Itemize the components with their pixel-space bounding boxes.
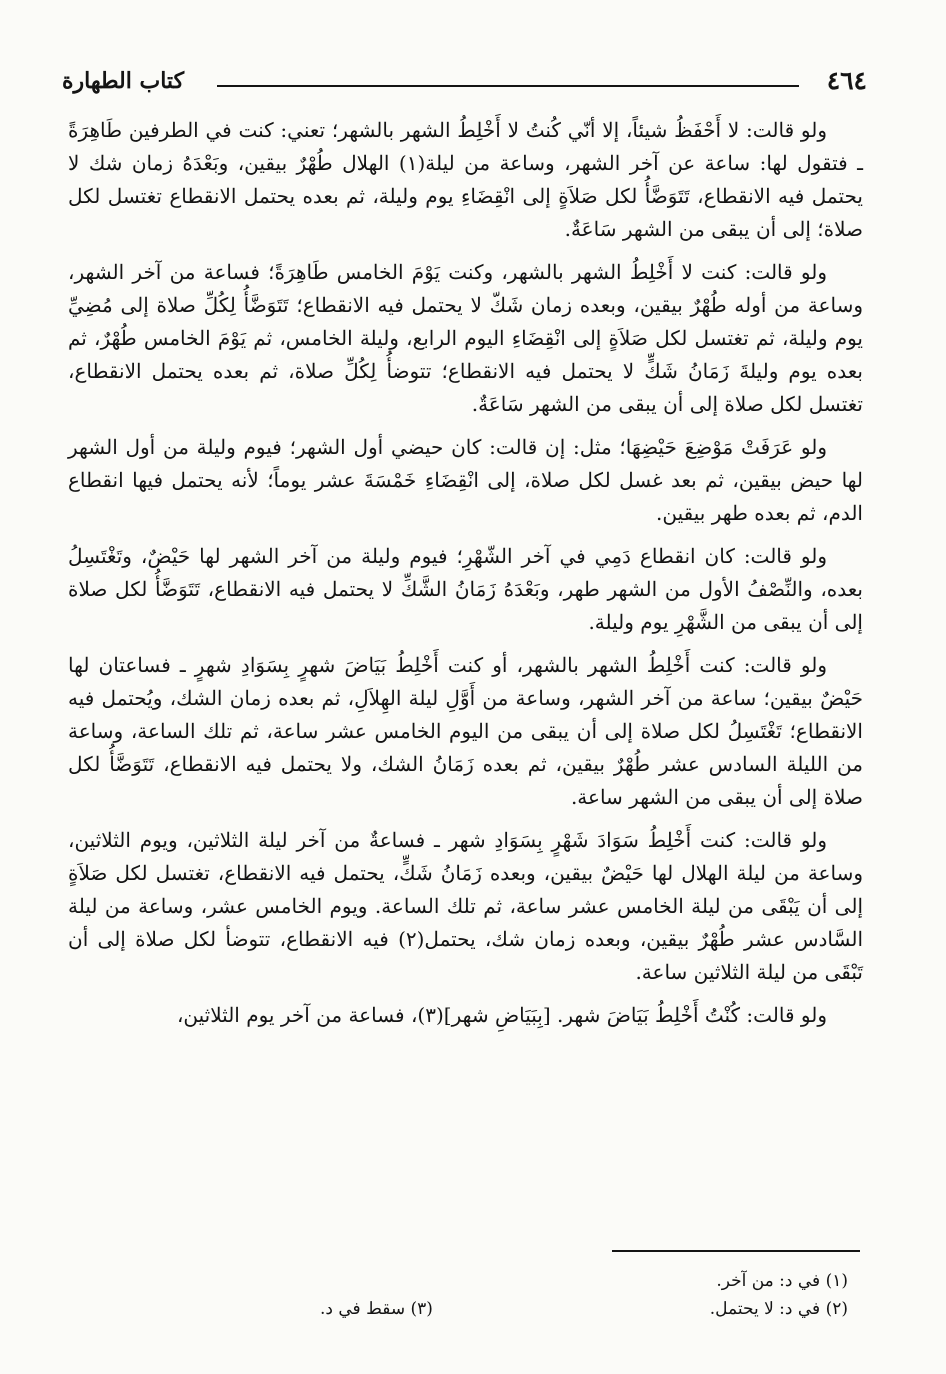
- paragraph-4: ولو قالت: كان انقطاع دَمِي في آخر الشّهْرِ؛ فيوم وليلة من آخر الشهر لها حَيْضٌ، وتَغْتَسِلُ بعده، والنِّصْفُ الأول من الشهر طهر، وبَعْدَهُ زَمَانُ الشَّكِّ لا يحتمل فيه الانقطاع، تَتَوَضَّأُ لكل صلاة إلى أن يبقى من الشَّهْرِ يوم وليلة.: [68, 544, 863, 634]
- footnote-3: (٣) سقط في د.: [320, 1299, 433, 1319]
- footnotes: [320, 1267, 848, 1323]
- page-header: [62, 66, 867, 100]
- paragraph-2: ولو قالت: كنت لا أَخْلِطُ الشهر بالشهر، وكنت يَوْمَ الخامس طَاهِرَةً؛ فساعة من آخر الشهر، وساعة من أوله طُهْرٌ بيقين، وبعده زمان شَكّ لا يحتمل فيه الانقطاع؛ تَتَوَضَّأُ لِكُلِّ صلاة إلى مُضِيِّ يوم وليلة، ثم تغتسل لكل صَلاَةٍ إلى انْقِضَاءِ اليوم الرابع، وليلة الخامس، ثم يَوْمَ الخامس طُهْرٌ، ثم بعده يوم وليلةَ زَمَانُ شَكٍّ لا يحتمل فيه الانقطاع؛ تتوضأُ لِكُلِّ صلاة، ثم بعده يحتمل الانقطاع، تغتسل لكل صلاة إلى أن يبقى من الشهر سَاعَةٌ.: [68, 260, 863, 416]
- footnote-divider: [612, 1250, 860, 1252]
- footnote-row-1: [320, 1267, 848, 1295]
- book-title: كتاب الطهارة: [62, 68, 185, 94]
- paragraph-5: ولو قالت: كنت أَخْلِطُ الشهر بالشهر، أو كنت أَخْلِطُ بَيَاضَ شهرٍ بِسَوَادِ شهرٍ ـ فساعتان لها حَيْضٌ بيقين؛ ساعة من آخر الشهر، وساعة من أَوَّلِ ليلة الهِلاَلِ، ثم بعده زمان الشك، ويُحتمل فيه الانقطاع؛ تَغْتَسِلُ لكل صلاة إلى أن يبقى من اليوم الخامس عشر ساعة، ثم تلك الساعة، وساعة من الليلة السادس عشر طُهْرٌ بيقين، ثم بعده زَمَانُ الشك، ولا يحتمل فيه الانقطاع، تَتَوَضَّأُ لكل صلاة إلى أن يبقى من الشهر ساعة.: [68, 653, 863, 809]
- footnote-row-2: [320, 1295, 848, 1323]
- footnote-1: (١) في د: من آخر.: [716, 1271, 848, 1291]
- header-rule: [217, 85, 799, 87]
- paragraph-1: ولو قالت: لا أَحْفَظُ شيئاً، إلا أنّي كُنتُ لا أَخْلِطُ الشهر بالشهر؛ تعني: كنت في الطرفين طَاهِرَةً ـ فتقول لها: ساعة عن آخر الشهر، وساعة من ليلة(١) الهلال طُهْرٌ بيقين، وبَعْدَهُ زمان شك لا يحتمل فيه الانقطاع، تَتَوَضَّأُ لكل صَلاَةٍ إلى انْقِضَاءِ يوم وليلة، ثم بعده يحتمل الانقطاع تغتسل لكل صلاة؛ إلى أن يبقى من الشهر سَاعَةٌ.: [68, 118, 864, 241]
- paragraph-6: ولو قالت: كنت أَخْلِطُ سَوَادَ شَهْرٍ بِسَوَادِ شهر ـ فساعةٌ من آخر ليلة الثلاثين، ويوم الثلاثين، وساعة من ليلة الهلال لها حَيْضٌ بيقين، وبعده زَمَانُ شَكٍّ، يحتمل فيه الانقطاع، تغتسل لكل صَلاَةٍ إلى أن يَبْقَى من ليلة الخامس عشر ساعة، ثم تلك الساعة. ويوم الخامس عشر، وساعة من ليلة السَّادس عشر طُهْرٌ بيقين، وبعده زمان شك، يحتمل(٢) فيه الانقطاع، تتوضأ لكل صلاة إلى أن تَبْقَى من ليلة الثلاثين ساعة.: [68, 828, 863, 984]
- page-number: ٤٦٤: [826, 66, 867, 95]
- paragraph-7: ولو قالت: كُنْتُ أَخْلِطُ بَيَاضَ شهر. [بِبَيَاضِ شهر](٣)، فساعة من آخر يوم الثلاثين،: [176, 1003, 827, 1027]
- footnote-2: (٢) في د: لا يحتمل.: [709, 1299, 848, 1319]
- main-text: [68, 110, 863, 1042]
- paragraph-3: ولو عَرَفَتْ مَوْضِعَ حَيْضِهَا؛ مثل: إن قالت: كان حيضي أول الشهر؛ فيوم وليلة من أول الشهر لها حيض بيقين، ثم بعد غسل لكل صلاة، إلى انْقِضَاءِ خَمْسَةَ عشر يوماً؛ لأنه يحتمل فيها انقطاع الدم، ثم بعده طهر بيقين.: [68, 435, 863, 525]
